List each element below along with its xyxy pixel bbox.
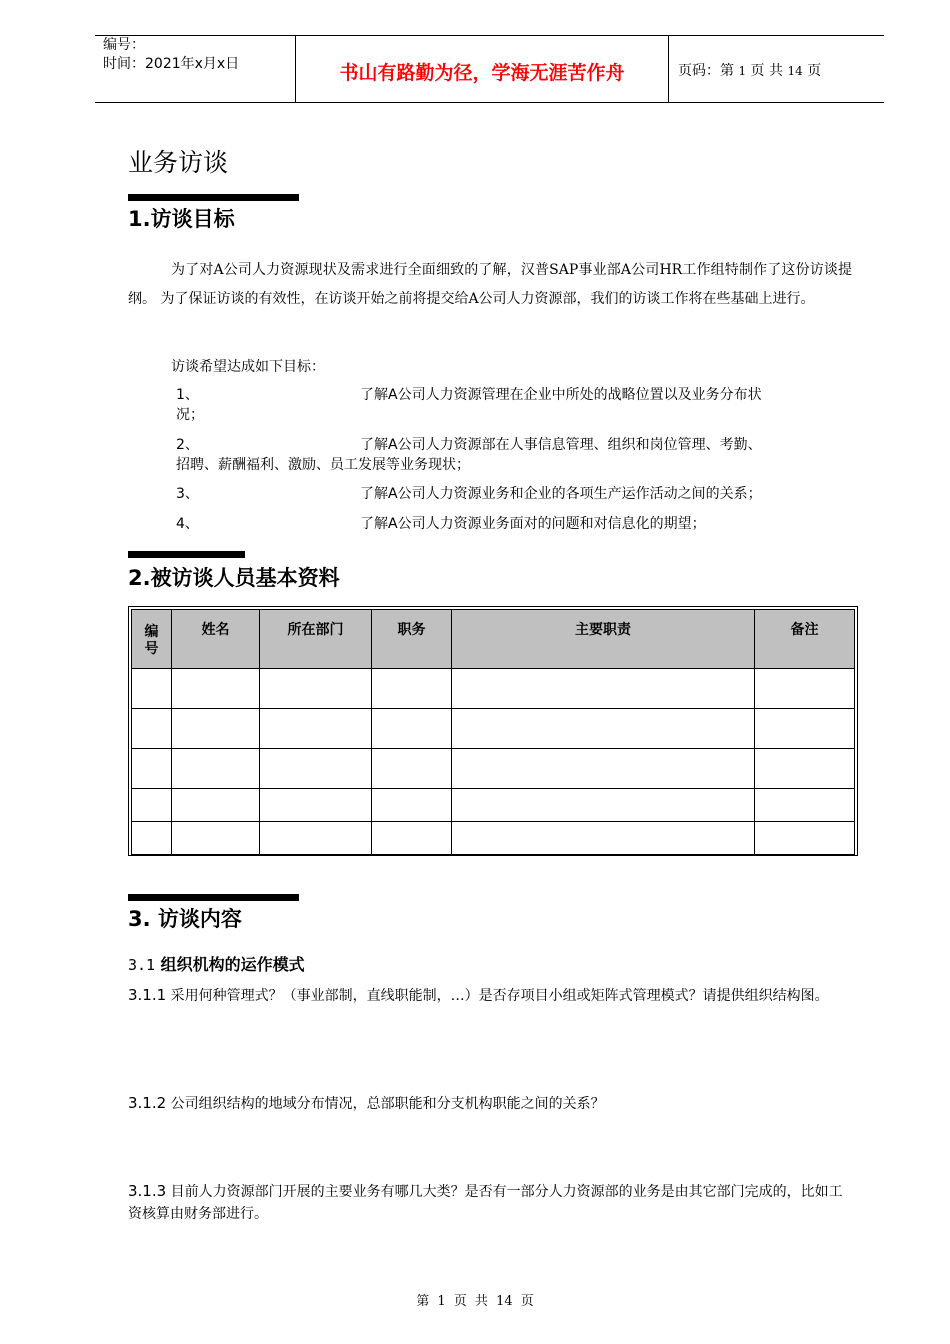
- subsection-number: 3.1: [128, 956, 156, 974]
- question-number: 3.1.3: [128, 1182, 167, 1200]
- header-page-number: 1: [738, 64, 747, 78]
- heading-bar-1: [128, 194, 299, 201]
- table-cell[interactable]: [260, 789, 372, 822]
- goal-text-cont: 招聘、薪酬福利、激励、员工发展等业务现状；: [176, 457, 470, 473]
- table-cell[interactable]: [260, 749, 372, 789]
- header-page-total: 14: [787, 64, 803, 78]
- table-cell[interactable]: [132, 669, 172, 709]
- table-cell[interactable]: [132, 822, 172, 855]
- footer-mid: 页 共: [453, 1294, 488, 1309]
- table-row: [132, 749, 855, 789]
- table-cell[interactable]: [172, 669, 260, 709]
- goal-text: 了解A公司人力资源业务面对的问题和对信息化的期望；: [360, 516, 706, 532]
- table-cell[interactable]: [372, 709, 452, 749]
- table-cell[interactable]: [452, 669, 755, 709]
- goal-number: 2、: [176, 437, 199, 453]
- question-text: 采用何种管理式？（事业部制，直线职能制，…）是否存项目小组或矩阵式管理模式？请提供组织结构图。: [170, 988, 829, 1004]
- table-cell[interactable]: [755, 749, 855, 789]
- section-2-heading: 2.被访谈人员基本资料: [128, 566, 340, 590]
- subsection-title: 组织机构的运作模式: [160, 955, 305, 974]
- question-number: 3.1.2: [128, 1094, 167, 1112]
- table-header-row: [132, 610, 855, 669]
- goal-item: [176, 435, 856, 475]
- question-text: 公司组织结构的地域分布情况，总部职能和分支机构职能之间的关系？: [170, 1096, 605, 1112]
- subsection-heading: [128, 952, 305, 975]
- table-row: [132, 789, 855, 822]
- table-row: [132, 709, 855, 749]
- goal-number: 3、: [176, 486, 199, 502]
- col-header-department: 所在部门: [260, 610, 372, 669]
- question-item: [128, 984, 852, 1007]
- table-row: [132, 669, 855, 709]
- footer-suffix: 页: [520, 1294, 534, 1309]
- table-cell[interactable]: [452, 789, 755, 822]
- table-cell[interactable]: [172, 822, 260, 855]
- header-motto: 书山有路勤为径，学海无涯苦作舟: [339, 62, 625, 84]
- table-cell[interactable]: [260, 709, 372, 749]
- table-cell[interactable]: [132, 749, 172, 789]
- header-page-suffix: 页: [807, 63, 822, 79]
- table-cell[interactable]: [372, 822, 452, 855]
- table-cell[interactable]: [260, 822, 372, 855]
- table-cell[interactable]: [132, 709, 172, 749]
- table-cell[interactable]: [172, 789, 260, 822]
- goal-item: [176, 514, 856, 534]
- question-item: [128, 1092, 852, 1115]
- goal-number: 1、: [176, 387, 199, 403]
- header-page-mid: 页 共: [750, 63, 783, 79]
- col-header-duties: 主要职责: [452, 610, 755, 669]
- table-cell[interactable]: [172, 709, 260, 749]
- goal-item: [176, 385, 856, 425]
- goal-text: 了解A公司人力资源管理在企业中所处的战略位置以及业务分布状: [360, 387, 762, 403]
- table-row: [132, 822, 855, 855]
- document-title: 业务访谈: [128, 148, 229, 177]
- question-text: 目前人力资源部门开展的主要业务有哪几大类？是否有一部分人力资源部的业务是由其它部门完成的，比如工资核算由财务部进行。: [128, 1184, 843, 1222]
- section-3-heading: 3. 访谈内容: [128, 907, 242, 931]
- table-cell[interactable]: [755, 789, 855, 822]
- heading-bar-2: [128, 551, 245, 558]
- goal-number: 4、: [176, 516, 199, 532]
- heading-bar-3: [128, 894, 299, 901]
- col-header-name: 姓名: [172, 610, 260, 669]
- table-cell[interactable]: [755, 669, 855, 709]
- col-header-id: 编号: [132, 610, 172, 669]
- footer-prefix: 第: [416, 1294, 430, 1309]
- header-page-prefix: 页码：第: [678, 63, 734, 79]
- header-page-info: [678, 60, 821, 80]
- table-cell[interactable]: [372, 789, 452, 822]
- header-date: 时间：2021年x月x日: [103, 56, 240, 72]
- table-cell[interactable]: [132, 789, 172, 822]
- section-1-heading: 1.访谈目标: [128, 207, 235, 231]
- header-meta: [103, 36, 239, 74]
- section-1-paragraph: 为了对A公司人力资源现状及需求进行全面细致的了解，汉普SAP事业部A公司HR工作组特制作了这份访谈提纲。 为了保证访谈的有效性，在访谈开始之前将提交给A公司人力资源部，我们的访谈工作将在些基础上进行。: [128, 262, 852, 307]
- footer-page-number: 1: [437, 1294, 446, 1309]
- page-footer: [0, 1290, 950, 1309]
- table-cell[interactable]: [452, 709, 755, 749]
- header-divider-right: [668, 35, 669, 102]
- table-cell[interactable]: [260, 669, 372, 709]
- goal-text-cont: 况；: [176, 407, 204, 423]
- header-bottom-rule: [95, 102, 884, 103]
- goal-item: [176, 484, 856, 504]
- goal-text: 了解A公司人力资源业务和企业的各项生产运作活动之间的关系；: [360, 486, 762, 502]
- header-number-label: 编号：: [103, 37, 145, 53]
- table-cell[interactable]: [755, 709, 855, 749]
- footer-page-total: 14: [496, 1294, 513, 1309]
- interviewee-table: [128, 606, 858, 856]
- question-number: 3.1.1: [128, 986, 167, 1004]
- goals-intro: 访谈希望达成如下目标：: [171, 359, 325, 375]
- goal-text: 了解A公司人力资源部在人事信息管理、组织和岗位管理、考勤、: [360, 437, 762, 453]
- table-cell[interactable]: [452, 749, 755, 789]
- col-header-position: 职务: [372, 610, 452, 669]
- table-cell[interactable]: [372, 669, 452, 709]
- table-cell[interactable]: [452, 822, 755, 855]
- table-cell[interactable]: [372, 749, 452, 789]
- question-item: [128, 1180, 852, 1225]
- table-cell[interactable]: [755, 822, 855, 855]
- table-cell[interactable]: [172, 749, 260, 789]
- col-header-remarks: 备注: [755, 610, 855, 669]
